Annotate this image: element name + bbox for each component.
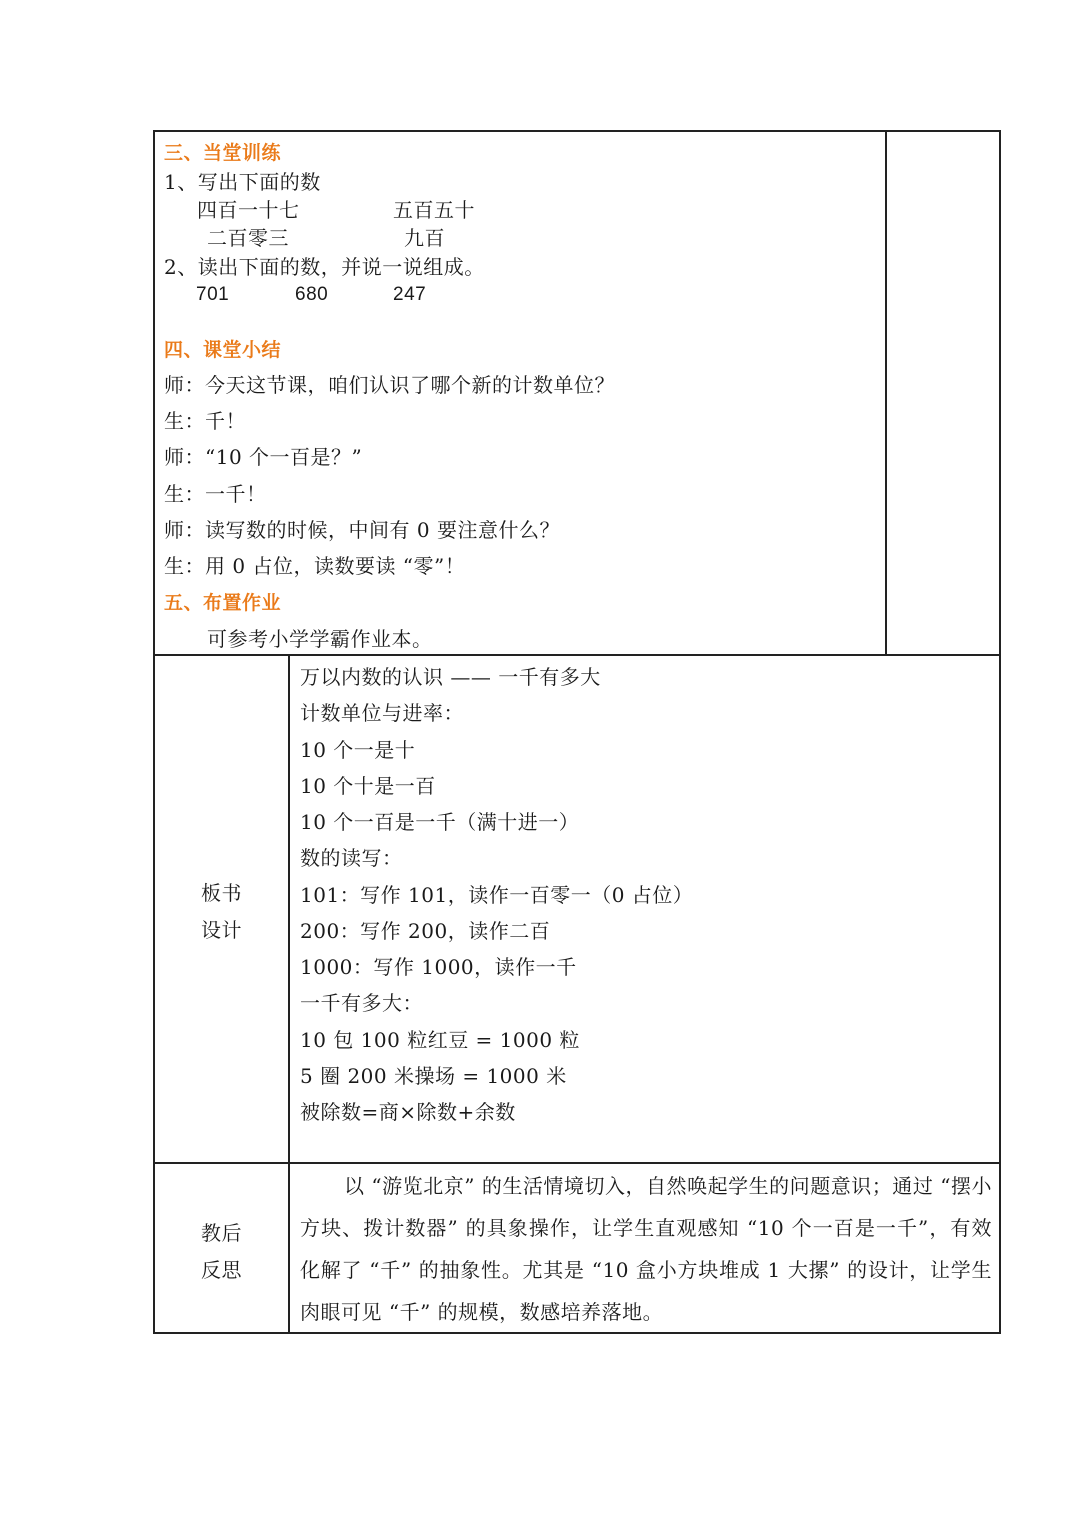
board-line: 10 包 100 粒红豆 = 1000 粒 (300, 1028, 580, 1052)
board-line: 5 圈 200 米操场 = 1000 米 (300, 1064, 567, 1088)
practice-q2-item: 701 (196, 284, 230, 305)
summary-line: 师：今天这节课，咱们认识了哪个新的计数单位？ (164, 373, 615, 397)
practice-heading: 三、当堂训练 (164, 142, 282, 164)
board-label-line1: 板书 (201, 881, 242, 905)
practice-q1-item: 九百 (404, 226, 445, 250)
board-line: 10 个一是十 (300, 738, 416, 762)
right-column-divider (885, 130, 887, 656)
label-column-divider (288, 654, 290, 1334)
board-line: 数的读写： (300, 846, 403, 870)
homework-heading: 五、布置作业 (164, 592, 282, 614)
table-frame (153, 130, 1001, 1334)
board-line: 1000：写作 1000，读作一千 (300, 955, 577, 979)
reflection-label-line1: 教后 (201, 1221, 242, 1245)
practice-q2-item: 680 (295, 284, 329, 305)
board-line: 计数单位与进率： (300, 701, 464, 725)
summary-line: 师：“10 个一百是？” (164, 445, 363, 469)
board-line: 一千有多大： (300, 991, 423, 1015)
practice-q2: 2、读出下面的数，并说一说组成。 (164, 255, 485, 279)
practice-q2-item: 247 (393, 284, 427, 305)
reflection-text: 以 “游览北京” 的生活情境切入，自然唤起学生的问题意识；通过 “摆小方块、拨计数器” 的具象操作，让学生直观感知 “10 个一百是一千”，有效化解了 “千” 的抽象性。尤其是 “10 盒小方块堆成 1 大摞” 的设计，让学生肉眼可见 “千” 的规模，数感培养落地。 (300, 1174, 992, 1324)
practice-q1-item: 五百五十 (393, 198, 475, 222)
board-line: 10 个十是一百 (300, 774, 436, 798)
row-divider-reflection (153, 1162, 1001, 1164)
homework-text: 可参考小学学霸作业本。 (207, 627, 433, 651)
board-line: 200：写作 200，读作二百 (300, 919, 551, 943)
board-line: 10 个一百是一千（满十进一） (300, 810, 580, 834)
practice-q1-item: 二百零三 (207, 226, 289, 250)
summary-line: 师：读写数的时候，中间有 0 要注意什么？ (164, 518, 560, 542)
summary-line: 生：千！ (164, 409, 246, 433)
practice-q1: 1、写出下面的数 (164, 170, 321, 194)
summary-line: 生：用 0 占位，读数要读 “零”！ (164, 554, 466, 578)
board-label-line2: 设计 (201, 918, 242, 942)
reflection-label-line2: 反思 (201, 1258, 242, 1282)
board-line: 被除数=商×除数+余数 (300, 1100, 516, 1124)
summary-line: 生：一千！ (164, 482, 267, 506)
board-line: 万以内数的认识 —— 一千有多大 (300, 665, 601, 689)
summary-heading: 四、课堂小结 (164, 339, 282, 361)
row-divider-board (153, 654, 1001, 656)
board-line: 101：写作 101，读作一百零一（0 占位） (300, 883, 694, 907)
practice-q1-item: 四百一十七 (197, 198, 300, 222)
